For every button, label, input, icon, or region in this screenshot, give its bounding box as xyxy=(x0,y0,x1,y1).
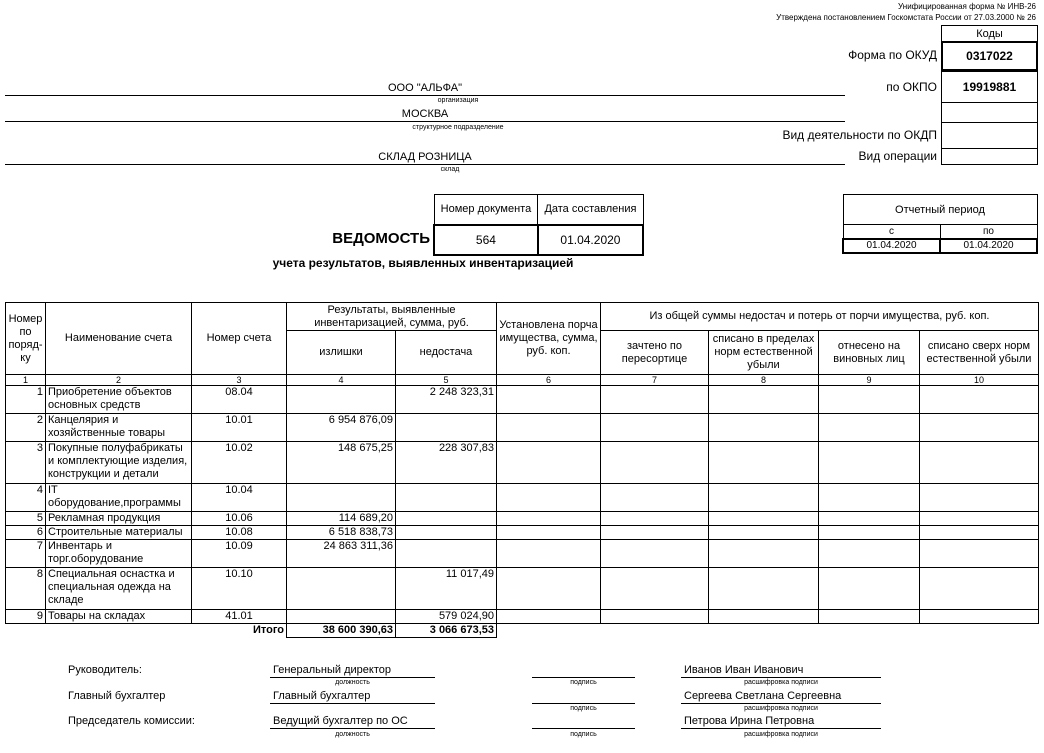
col-number: 6 xyxy=(497,375,601,386)
doc-number-value: 564 xyxy=(434,225,538,255)
document-subtitle: учета результатов, выявленных инвентаризацией xyxy=(272,256,574,270)
col-number: 10 xyxy=(920,375,1039,386)
row-surplus: 24 863 311,36 xyxy=(287,540,396,568)
head-position-line xyxy=(270,677,435,678)
row-surplus: 114 689,20 xyxy=(287,512,396,526)
row-above-norm xyxy=(920,386,1039,414)
warehouse-name: СКЛАД РОЗНИЦА xyxy=(378,151,472,163)
blank-code-1 xyxy=(941,102,1038,123)
row-number: 3 xyxy=(6,442,46,484)
header-results: Результаты, выявленные инвентаризацией, сумма, руб. xyxy=(287,303,497,331)
head-name-caption: расшифровка подписи xyxy=(744,679,818,686)
row-within-norm xyxy=(709,386,819,414)
total-spacer xyxy=(6,624,46,638)
total-shortage: 3 066 673,53 xyxy=(396,624,497,638)
head-position-caption: должность xyxy=(335,679,370,686)
row-shortage: 228 307,83 xyxy=(396,442,497,484)
row-account-name: Строительные материалы xyxy=(46,526,192,540)
accountant-position-line xyxy=(270,703,435,704)
okud-label: Форма по ОКУД xyxy=(848,48,937,62)
row-damage xyxy=(497,540,601,568)
row-above-norm xyxy=(920,610,1039,624)
row-account-number: 10.08 xyxy=(192,526,287,540)
chair-position-caption: должность xyxy=(335,731,370,738)
header-of-total: Из общей суммы недостач и потерь от порчи имущества, руб. коп. xyxy=(601,303,1039,331)
row-number: 6 xyxy=(6,526,46,540)
row-damage xyxy=(497,512,601,526)
row-account-number: 08.04 xyxy=(192,386,287,414)
row-regrading xyxy=(601,414,709,442)
codes-header: Коды xyxy=(941,25,1038,42)
header-above-norm: списано сверх норм естественной убыли xyxy=(920,331,1039,375)
total-spacer xyxy=(819,624,920,638)
row-shortage xyxy=(396,540,497,568)
row-shortage xyxy=(396,414,497,442)
row-damage xyxy=(497,442,601,484)
row-culprits xyxy=(819,442,920,484)
header-regrading: зачтено по пересортице xyxy=(601,331,709,375)
total-spacer xyxy=(601,624,709,638)
total-spacer xyxy=(709,624,819,638)
row-culprits xyxy=(819,484,920,512)
row-within-norm xyxy=(709,414,819,442)
row-number: 5 xyxy=(6,512,46,526)
row-number: 4 xyxy=(6,484,46,512)
col-number: 4 xyxy=(287,375,396,386)
head-signature-line xyxy=(532,677,635,678)
row-regrading xyxy=(601,386,709,414)
row-damage xyxy=(497,568,601,610)
head-position: Генеральный директор xyxy=(273,664,391,676)
row-surplus: 6 518 838,73 xyxy=(287,526,396,540)
chair-position: Ведущий бухгалтер по ОС xyxy=(273,715,408,727)
col-number: 5 xyxy=(396,375,497,386)
row-above-norm xyxy=(920,540,1039,568)
okdp-code xyxy=(941,122,1038,149)
row-above-norm xyxy=(920,568,1039,610)
row-surplus xyxy=(287,484,396,512)
row-within-norm xyxy=(709,526,819,540)
accountant-label: Главный бухгалтер xyxy=(68,690,166,702)
row-account-name: Рекламная продукция xyxy=(46,512,192,526)
row-number: 2 xyxy=(6,414,46,442)
total-spacer xyxy=(46,624,192,638)
row-within-norm xyxy=(709,540,819,568)
row-account-name: Покупные полуфабрикаты и комплектующие изделия, конструкции и детали xyxy=(46,442,192,484)
accountant-name-line xyxy=(681,703,881,704)
row-regrading xyxy=(601,484,709,512)
accountant-signature-caption: подпись xyxy=(570,705,597,712)
form-approved-label: Утверждена постановлением Госкомстата России от 27.03.2000 № 26 xyxy=(776,13,1036,22)
row-account-name: Специальная оснастка и специальная одежда на складе xyxy=(46,568,192,610)
col-number: 9 xyxy=(819,375,920,386)
row-damage xyxy=(497,610,601,624)
row-shortage xyxy=(396,512,497,526)
division-caption: структурное подразделение xyxy=(412,124,504,131)
chair-name-caption: расшифровка подписи xyxy=(744,731,818,738)
row-culprits xyxy=(819,414,920,442)
row-account-number: 10.02 xyxy=(192,442,287,484)
table-row xyxy=(6,526,1039,540)
row-regrading xyxy=(601,540,709,568)
table-row xyxy=(6,484,1039,512)
row-account-name: Приобретение объектов основных средств xyxy=(46,386,192,414)
header-shortage: недостача xyxy=(396,331,497,375)
row-within-norm xyxy=(709,610,819,624)
header-name: Наименование счета xyxy=(46,303,192,375)
okpo-label: по ОКПО xyxy=(886,80,937,94)
head-label: Руководитель: xyxy=(68,664,142,676)
organization-line xyxy=(5,95,845,96)
row-account-name: IT оборудование,программы xyxy=(46,484,192,512)
row-number: 1 xyxy=(6,386,46,414)
row-regrading xyxy=(601,568,709,610)
row-damage xyxy=(497,386,601,414)
chair-signature-line xyxy=(532,728,635,729)
row-within-norm xyxy=(709,568,819,610)
row-shortage xyxy=(396,484,497,512)
chair-name-line xyxy=(681,728,881,729)
inventory-results-table xyxy=(5,302,1039,638)
okud-code: 0317022 xyxy=(941,41,1038,71)
operation-label: Вид операции xyxy=(858,149,937,163)
row-account-name: Товары на складах xyxy=(46,610,192,624)
row-number: 8 xyxy=(6,568,46,610)
row-regrading xyxy=(601,442,709,484)
table-row xyxy=(6,610,1039,624)
header-within-norm: списано в пределах норм естественной убыли xyxy=(709,331,819,375)
header-num: Номер по поряд-ку xyxy=(6,303,46,375)
accountant-position: Главный бухгалтер xyxy=(273,690,371,702)
col-number: 3 xyxy=(192,375,287,386)
header-damage: Установлена порча имущества, сумма, руб. коп. xyxy=(497,303,601,375)
row-number: 9 xyxy=(6,610,46,624)
total-spacer xyxy=(920,624,1039,638)
row-damage xyxy=(497,526,601,540)
row-above-norm xyxy=(920,512,1039,526)
table-row xyxy=(6,540,1039,568)
row-damage xyxy=(497,484,601,512)
total-spacer xyxy=(497,624,601,638)
accountant-name: Сергеева Светлана Сергеевна xyxy=(684,690,842,702)
row-account-number: 10.01 xyxy=(192,414,287,442)
head-signature-caption: подпись xyxy=(570,679,597,686)
header-culprits: отнесено на виновных лиц xyxy=(819,331,920,375)
warehouse-caption: склад xyxy=(440,166,460,173)
row-above-norm xyxy=(920,484,1039,512)
okpo-code: 19919881 xyxy=(941,71,1038,103)
row-surplus: 148 675,25 xyxy=(287,442,396,484)
col-number: 1 xyxy=(6,375,46,386)
row-surplus xyxy=(287,610,396,624)
document-title: ВЕДОМОСТЬ xyxy=(332,230,430,247)
chair-position-line xyxy=(270,728,435,729)
row-account-number: 10.09 xyxy=(192,540,287,568)
division-name: МОСКВА xyxy=(401,108,449,120)
col-number: 8 xyxy=(709,375,819,386)
chair-signature-caption: подпись xyxy=(570,731,597,738)
row-above-norm xyxy=(920,442,1039,484)
row-above-norm xyxy=(920,526,1039,540)
row-surplus xyxy=(287,386,396,414)
row-account-name: Инвентарь и торг.оборудование xyxy=(46,540,192,568)
row-shortage: 11 017,49 xyxy=(396,568,497,610)
document-number-table xyxy=(433,194,644,256)
chair-name: Петрова Ирина Петровна xyxy=(684,715,815,727)
table-row xyxy=(6,568,1039,610)
row-shortage: 2 248 323,31 xyxy=(396,386,497,414)
period-to-label: по xyxy=(940,225,1037,239)
period-label: Отчетный период xyxy=(843,195,1037,225)
division-line xyxy=(5,121,845,122)
row-shortage: 579 024,90 xyxy=(396,610,497,624)
row-regrading xyxy=(601,526,709,540)
row-culprits xyxy=(819,610,920,624)
table-row xyxy=(6,414,1039,442)
header-surplus: излишки xyxy=(287,331,396,375)
row-within-norm xyxy=(709,484,819,512)
period-from-label: с xyxy=(843,225,940,239)
row-within-norm xyxy=(709,512,819,526)
okdp-label: Вид деятельности по ОКДП xyxy=(782,128,937,142)
row-regrading xyxy=(601,610,709,624)
warehouse-line xyxy=(5,164,845,165)
period-to-value: 01.04.2020 xyxy=(940,239,1037,253)
reporting-period-table xyxy=(842,194,1038,254)
row-shortage xyxy=(396,526,497,540)
row-account-name: Канцелярия и хозяйственные товары xyxy=(46,414,192,442)
row-surplus xyxy=(287,568,396,610)
doc-date-label: Дата составления xyxy=(538,195,643,225)
doc-number-label: Номер документа xyxy=(434,195,538,225)
header-account: Номер счета xyxy=(192,303,287,375)
total-label: Итого xyxy=(252,624,284,636)
row-culprits xyxy=(819,386,920,414)
organization-caption: организация xyxy=(437,97,479,104)
row-culprits xyxy=(819,568,920,610)
head-name-line xyxy=(681,677,881,678)
row-culprits xyxy=(819,512,920,526)
operation-code xyxy=(941,148,1038,165)
row-account-number: 10.10 xyxy=(192,568,287,610)
accountant-name-caption: расшифровка подписи xyxy=(744,705,818,712)
row-above-norm xyxy=(920,414,1039,442)
row-regrading xyxy=(601,512,709,526)
doc-date-value: 01.04.2020 xyxy=(538,225,643,255)
form-unified-label: Унифицированная форма № ИНВ-26 xyxy=(898,2,1036,11)
organization-name: ООО "АЛЬФА" xyxy=(387,82,462,94)
table-row xyxy=(6,386,1039,414)
row-surplus: 6 954 876,09 xyxy=(287,414,396,442)
chair-label: Председатель комиссии: xyxy=(68,715,195,727)
head-name: Иванов Иван Иванович xyxy=(684,664,804,676)
table-row xyxy=(6,442,1039,484)
col-number: 2 xyxy=(46,375,192,386)
col-number: 7 xyxy=(601,375,709,386)
row-within-norm xyxy=(709,442,819,484)
row-number: 7 xyxy=(6,540,46,568)
row-account-number: 10.06 xyxy=(192,512,287,526)
table-row xyxy=(6,512,1039,526)
total-surplus: 38 600 390,63 xyxy=(287,624,396,638)
accountant-signature-line xyxy=(532,703,635,704)
row-damage xyxy=(497,414,601,442)
row-culprits xyxy=(819,526,920,540)
period-from-value: 01.04.2020 xyxy=(843,239,940,253)
row-culprits xyxy=(819,540,920,568)
row-account-number: 41.01 xyxy=(192,610,287,624)
row-account-number: 10.04 xyxy=(192,484,287,512)
